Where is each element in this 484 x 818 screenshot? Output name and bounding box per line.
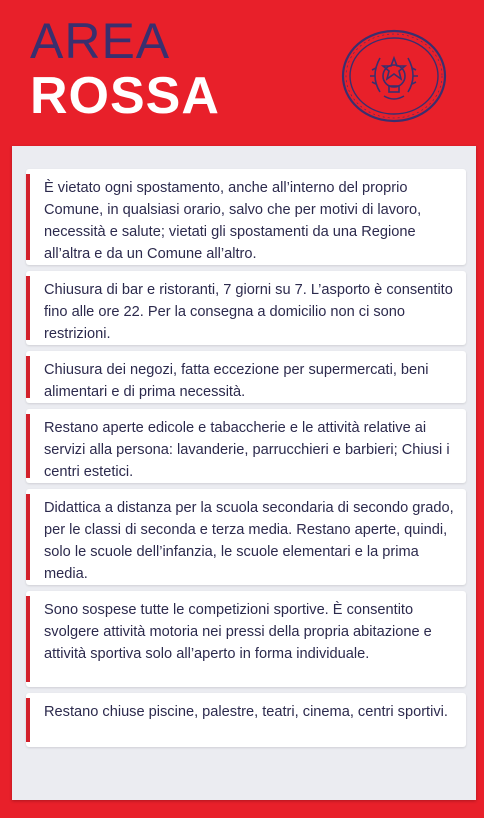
rule-card-accent-bar	[26, 356, 30, 398]
rule-card-7	[26, 693, 466, 747]
rule-text: Restano chiuse piscine, palestre, teatri, cinema, centri sportivi.	[44, 704, 448, 720]
title-rossa: ROSSA	[30, 67, 220, 125]
header	[0, 0, 484, 150]
rule-card-accent-bar	[26, 174, 30, 260]
rule-card-accent-bar	[26, 494, 30, 580]
rule-card-1	[26, 169, 466, 265]
rule-text: Chiusura di bar e ristoranti, 7 giorni su 7. L’asporto è consentito fino alle ore 22. Per la consegna a domicilio non ci sono restrizioni.	[44, 282, 453, 342]
rule-card-6	[26, 591, 466, 687]
rule-card-accent-bar	[26, 596, 30, 682]
rule-text: È vietato ogni spostamento, anche all’interno del proprio Comune, in qualsiasi orario, salvo che per motivi di lavoro, necessità e salute; vietati gli spostamenti da una Regione all’altra e da un Comune all’altro.	[44, 180, 422, 262]
rule-text: Didattica a distanza per la scuola secondaria di secondo grado, per le classi di seconda e terza media. Restano aperte, quindi, solo le scuole dell’infanzia, le scuole elementari e la prima media.	[44, 500, 454, 582]
rule-card-5	[26, 489, 466, 585]
title-area: AREA	[30, 13, 171, 69]
rule-card-3	[26, 351, 466, 403]
rule-text: Chiusura dei negozi, fatta eccezione per supermercati, beni alimentari e di prima necessità.	[44, 362, 429, 400]
rule-card-accent-bar	[26, 276, 30, 340]
rule-card-accent-bar	[26, 414, 30, 478]
rules-panel	[12, 146, 476, 800]
italian-republic-emblem-icon	[340, 28, 448, 124]
rule-card-4	[26, 409, 466, 483]
rule-card-accent-bar	[26, 698, 30, 742]
rule-text: Restano aperte edicole e tabaccherie e le attività relative ai servizi alla persona: lavanderie, parrucchieri e barbieri; Chiusi i centri estetici.	[44, 420, 450, 480]
rule-card-2	[26, 271, 466, 345]
rule-text: Sono sospese tutte le competizioni sportive. È consentito svolgere attività motoria nei pressi della propria abitazione e attività sportiva solo all’aperto in forma individuale.	[44, 602, 432, 662]
